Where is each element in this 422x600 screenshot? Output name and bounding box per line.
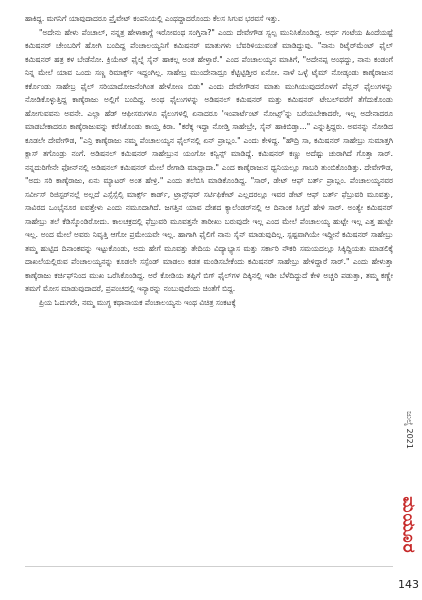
paragraph-3: ಪ್ರಿಯ ಓದುಗರೇ, ನಮ್ಮ ಮುಗ್ಧ ಕಥಾನಾಯಕ ಪೆಂಚಾಲಯ್ಯನು ಇಂಥ ವಿಚಿತ್ರ ಸಂಕಟಕ್ಕೆ (39, 297, 236, 307)
footer-divider (25, 566, 393, 567)
paragraph-1: ಹಾಕಿದ್ದ. ಮಗನಿಗೆ ಯಾವುದಾದರೂ ಪ್ರೈವೇಟ್ ಕಂಪನಿಯಲ್ಲಿ ಎಂಥದ್ದಾದರೊಂದು ಕೆಲಸ ಸಿಗುವ ಭರವಸೆ ಇತ್ತು. (25, 14, 280, 23)
issue-date (396, 395, 422, 465)
paragraph-2: "ಅದೇನು ಹೇಳು ಪೆಂಚಾಲ್, ನನ್ನತ್ರ ಹೇಳಾಕಾಗ್ದೆ ಇರೋವಂಥ ಸಂಗ್ತಿನಾ?" ಎಂದು ದೇವೇಗೌಡ ಸ್ವಲ್ಪ ಮುನಿಸಿಕೊಂಡಿದ್ದ. ಅರ್ಧ ಗಂಟೆಯ ಹಿಂದೆಯಷ್ಟೆ ಕಮಿಷನರ್ ಚೇಂಬರಿಗೆ ಹೋಗಿ ಬಂದಿದ್ದ ಪೆಂಚಾಲಯ್ಯನಿಗೆ ಕಮಿಷನರ್ ಮಾತುಗಳು ಬೆವರಿಳಿಯುವಂತೆ ಮಾಡಿದ್ದುವು. "ನಾನು ರಿಟೈರ್‌ಮೆಂಟ್ ಫೈಲ್ ಕಮಿಷನರ್ ಹತ್ರ ಕಳ ಬೇಡೆನೋ. ಕ್ರಿಯೇಟ್ ಫೈಲ್ನೆ ಸೈನ್ ಹಾಕಲ್ಲ ಅಂತ ಹೇಳ್ತಾರೆ." ಎಂದ ಪೆಂಚಾಲಯ್ಯನ ಮಾತಿಗೆ, "ಅದೇನಪ್ಪ ಅಂಥದ್ದು, ನಾನು ಕಂಡಂಗೆ ನಿನ್ನ ಮೇಲೆ ಯಾವ ಒಂದು ಸಣ್ಣ ರಿಮಾರ್ಕ್ಸ್ ಇದ್ದಂಗಿಲ್ಲ. ಸಾಹೇಬ್ರ ಮುಂದೇನಾದ್ರೂ ಕೆಟ್ಟಿಟ್ಟಿಡ್ತೀರ ಏನೋ. ನಾಳೆ ಒಳ್ಳೆ ಟೈಮ್ ನೋಡ್ಕಂಡು ಕಾಣ್ಕೆರಾಜುನ ಕರ್ಕೊಂಡು ಸಾಹೇಬ್ರ ಫೈಲ್ ಸರಿಯಾದೋಜನೆಂಗಿಂತ ಹೇಳೋಣ ಬಿಡು" ಎಂದು ದೇವೇಗೌಡನ ಮಾತು ಮುಗಿಯುವುದರೊಳಗೆ ಪೆನ್ಷನ್ ಫೈಲುಗಳನ್ನು ನೋಡಿಕೊಳ್ಳುತ್ತಿದ್ದ ಕಾಣ್ಕೆರಾಜು ಅಲ್ಲಿಗೆ ಬಂದಿದ್ದ. ಅಂಥ ಫೈಲುಗಳನ್ನು ಅಡಿಷನಲ್ ಕಮಿಷನರ್ ಮತ್ತು ಕಮಿಷನರ್ ಟೇಬಲ್‌ವರೆಗೆ ತೆಗೆದುಕೊಂಡು ಹೋಗುವವನು ಅವನೇ. ಎಲ್ಲಾ ಹೆಡ್ ಆಫೀಸರುಗಳೂ ಫೈಲುಗಳಲ್ಲಿ ಏನಾದರೂ 'ಇಂಪಾರ್ಟೆಂಟ್ ನೋಟ್ಸ್'ನ್ನು ಬರೆಯಬೇಕಾದರೇ, ಇಲ್ಲ ಅದೇನಾದರೂ ಮಾಡಬೇಕಾದರೂ ಕಾಣ್ಕೆರಾಜುವನ್ನು ಕರೆಸಿಕೊಂಡು ಕಾಯ್ತ ಕಿರಾ. "ಕರೆಕ್ಕ ಇದ್ದಾ ನೋಡ್ತಿ ಸಾಹೇಬ್ರೇ, ಸೈನ್ ಹಾಕಿಬಿಡ್ತಾ..." ಎನ್ನುತ್ತಿದ್ದರು. ಅವನನ್ನು ನೋಡಿದ ಕೂಡಲೇ ದೇವೇಗೌಡ, "ಎನ್ರಿ ಕಾಣ್ಕೆರಾಜು ನಮ್ಮ ಪೆಂಚಾಲಯ್ಯನ ಫೈಲ್‌ನಲ್ಲಿ ಏನ್ ಪ್ರಾಬ್ಲಂ." ಎಂದು ಕೇಳಿದ್ದ. "ಹೌದ್ರಿ ಸಾ, ಕಮಿಷನರ್ ಸಾಹೇಬ್ರು ಸುಮಾತ್ತಗಿ ಕ್ಲಾಸ್ ತಗೊಂಡ್ರು ನಂಗೆ. ಅಡಿಷನಲ್ ಕಮಿಷನರ್ ಸಾಹೇಬ್ರುನ ಯಂಗೋ ಕನ್ವಿನ್ಸ್ ಮಾಡಿದ್ದೆ. ಕಮಿಷನರ್ ಕಣ್ಣು ಅದೆಷ್ಟು ಚುರಾಗಿದೆ ಗೊತ್ತಾ ಸಾರ್. ನನ್ನದುರಿಗೇನೇ ಫೋನ್‌ನಲ್ಲಿ ಅಡಿಷನಲ್ ಕಮಿಷನರ್ ಮೇಲೆ ರೇಗಾಡಿ ಮಾದ್ಲಾದಾ." ಎಂದ ಕಾಣ್ಕೆರಾಜುನ ಧ್ವನಿಯಲ್ಲೂ ಗಾಬರಿ ತುಂಬಿಕೊಂಡಿತ್ತು. ದೇವೇಗೌಡ, "ಅದು ಸರಿ ಕಾಣ್ಕೆರಾಜು, ಏನು ಮ್ಯಾಟರ್ ಅಂತ ಹೇಳ್ರಿ." ಎಂದು ತಲೆಬಿಸಿ ಮಾಡಿಕೊಂಡಿದ್ದ. "ಸಾರ್, ಡೇಟ್ ಆಫ್ ಬರ್ತ್ ಪ್ರಾಬ್ಲಂ. ಪೆಂಚಾಲಯ್ಯನವರ ಸರ್ವೀಸ್ ರಿಜಿಸ್ಟರ್‌ನಲ್ಲೆ ಅಲ್ಲದೆ ಎಸ್ಸೆಸ್ಸೆಲ್ಸಿ ಮಾರ್ಕ್ಸ್ ಕಾರ್ಡ್, ಟ್ರಾನ್ಸ್‌ಫರ್ ಸರ್ಟಿಫಿಕೇಟ್ ಎಲ್ಲದರಲ್ಲೂ ಇವರ ಡೇಟ್ ಆಫ್ ಬರ್ತ್ ಫೆಬ್ರುವರಿ ಮೂವತ್ತು, ಸಾವಿರದ ಒಂಭೈನೂರ ಐವತ್ತೇಳು ಎಂದು ನಮೂದಾಗಿದೆ. ಜಗತ್ತಿನ ಯಾವ ದೇಶದ ಕ್ಯಾಲೆಂಡರ್‌ನಲ್ಲಿ ಆ ದಿನಾಂಕ ಸಿಗ್ತದೆ ಹೇಳಿ ಸಾರ್. ಅಂತ್ಯೇ ಕಮಿಷನರ್ ಸಾಹೇಬ್ರು ತಲೆ ಕೆಡಿಸ್ಕೊಂಡಿರೋದು. ಕಾಲಚಕ್ರದಲ್ಲಿ ಫೆಬ್ರುವರಿ ಮೂವತ್ತನೇ ತಾರೀಖು ಬರುವುದೇ ಇಲ್ಲ ಎಂದ ಮೇಲೆ ಪೆಂಚಾಲಯ್ಯ ಹುಟ್ಟೇ ಇಲ್ಲ ಎತ್ತ ಹುಟ್ಟೇ ಇಲ್ಲ. ಅಂದ ಮೇಲೆ ಅವರು ನಿವೃತ್ತಿ ಆಗೋ ಪ್ರಮೇಯವೇ ಇಲ್ಲ. ಹಾಗಾಗಿ ಫೈಲಿಗೆ ನಾನು ಸೈನ್ ಮಾಡುವುದಿಲ್ಲ. ಸ್ಪಷ್ಟವಾಗಿಯೇ ಇದ್ದೀನೆ ಕಮಿಷನರ್ ಸಾಹೇಬ್ರು ತಮ್ಮ ಹುಟ್ಟಿದ ದಿನಾಂಕವನ್ನು ಇಟ್ಟುಕೊಂಡು, ಅದು ಹೇಗೆ ಮೂವತ್ತು ತೇದಿಯ ವಿದ್ಯಾಭ್ಯಾಸ ಮತ್ತು ಸರ್ಕಾರಿ ನೌಕರಿ ಸಮಯದಲ್ಲೂ ಸಿಕ್ಕಿದ್ದಿಯತು ಮಾಡಲಿಕ್ಕೆ ದಾಖಲೆಯಲ್ಲಿರುವ ಪೆಂಚಾಲಯ್ಯನನ್ನು ಕೂಡಲೇ ಸಸ್ಪೆಂಡ್ ಮಾಡಲು ಕಡತ ಮಂಡಿಸಬೇಕೆಂದು ಕಮಿಷನರ್ ಸಾಹೇಬ್ರು ಹೇಳಿದ್ದಾರೆ ಸಾರ್." ಎಂದು ಹೇಳುತ್ತಾ ಕಾಣ್ಕೆರಾಜು ಕರ್ಚಿಫ್‌ನಿಂದ ಮುಖ ಒರೆಸಿಕೊಂಡಿದ್ದ. ಅರೆ ಕೋಡಿಯ ತಪ್ಪಿಗೆ ಬಿಗ್ ಫೈಲ್‌ಗಳ ದಿಕ್ಕಿನಲ್ಲಿ ಇಡೀ ಬೆಳೆದಿದ್ದುದೆ ಕೇಳಿ ಅಚ್ಚರಿ ಪಡುತ್ತಾ, ತಮ್ಮ ಕಣ್ಣೇ ತಮಗೆ ಮೋಸ ಮಾಡುವುದಾದರೆ, ಪ್ರಪಂಚದಲ್ಲಿ ಇನ್ಯಾರನ್ನು ನಂಬುವುದೆಂದು ಚಿಂತೆಗೆ ಬಿದ್ದ. (25, 27, 393, 293)
issue-date-text: ಜುಲೈ 2021 (405, 411, 415, 449)
article-body (25, 12, 393, 309)
magazine-logo-text: ಮಯೂರ (398, 496, 419, 554)
page-number: 143 (398, 578, 419, 591)
magazine-logo (395, 470, 422, 580)
